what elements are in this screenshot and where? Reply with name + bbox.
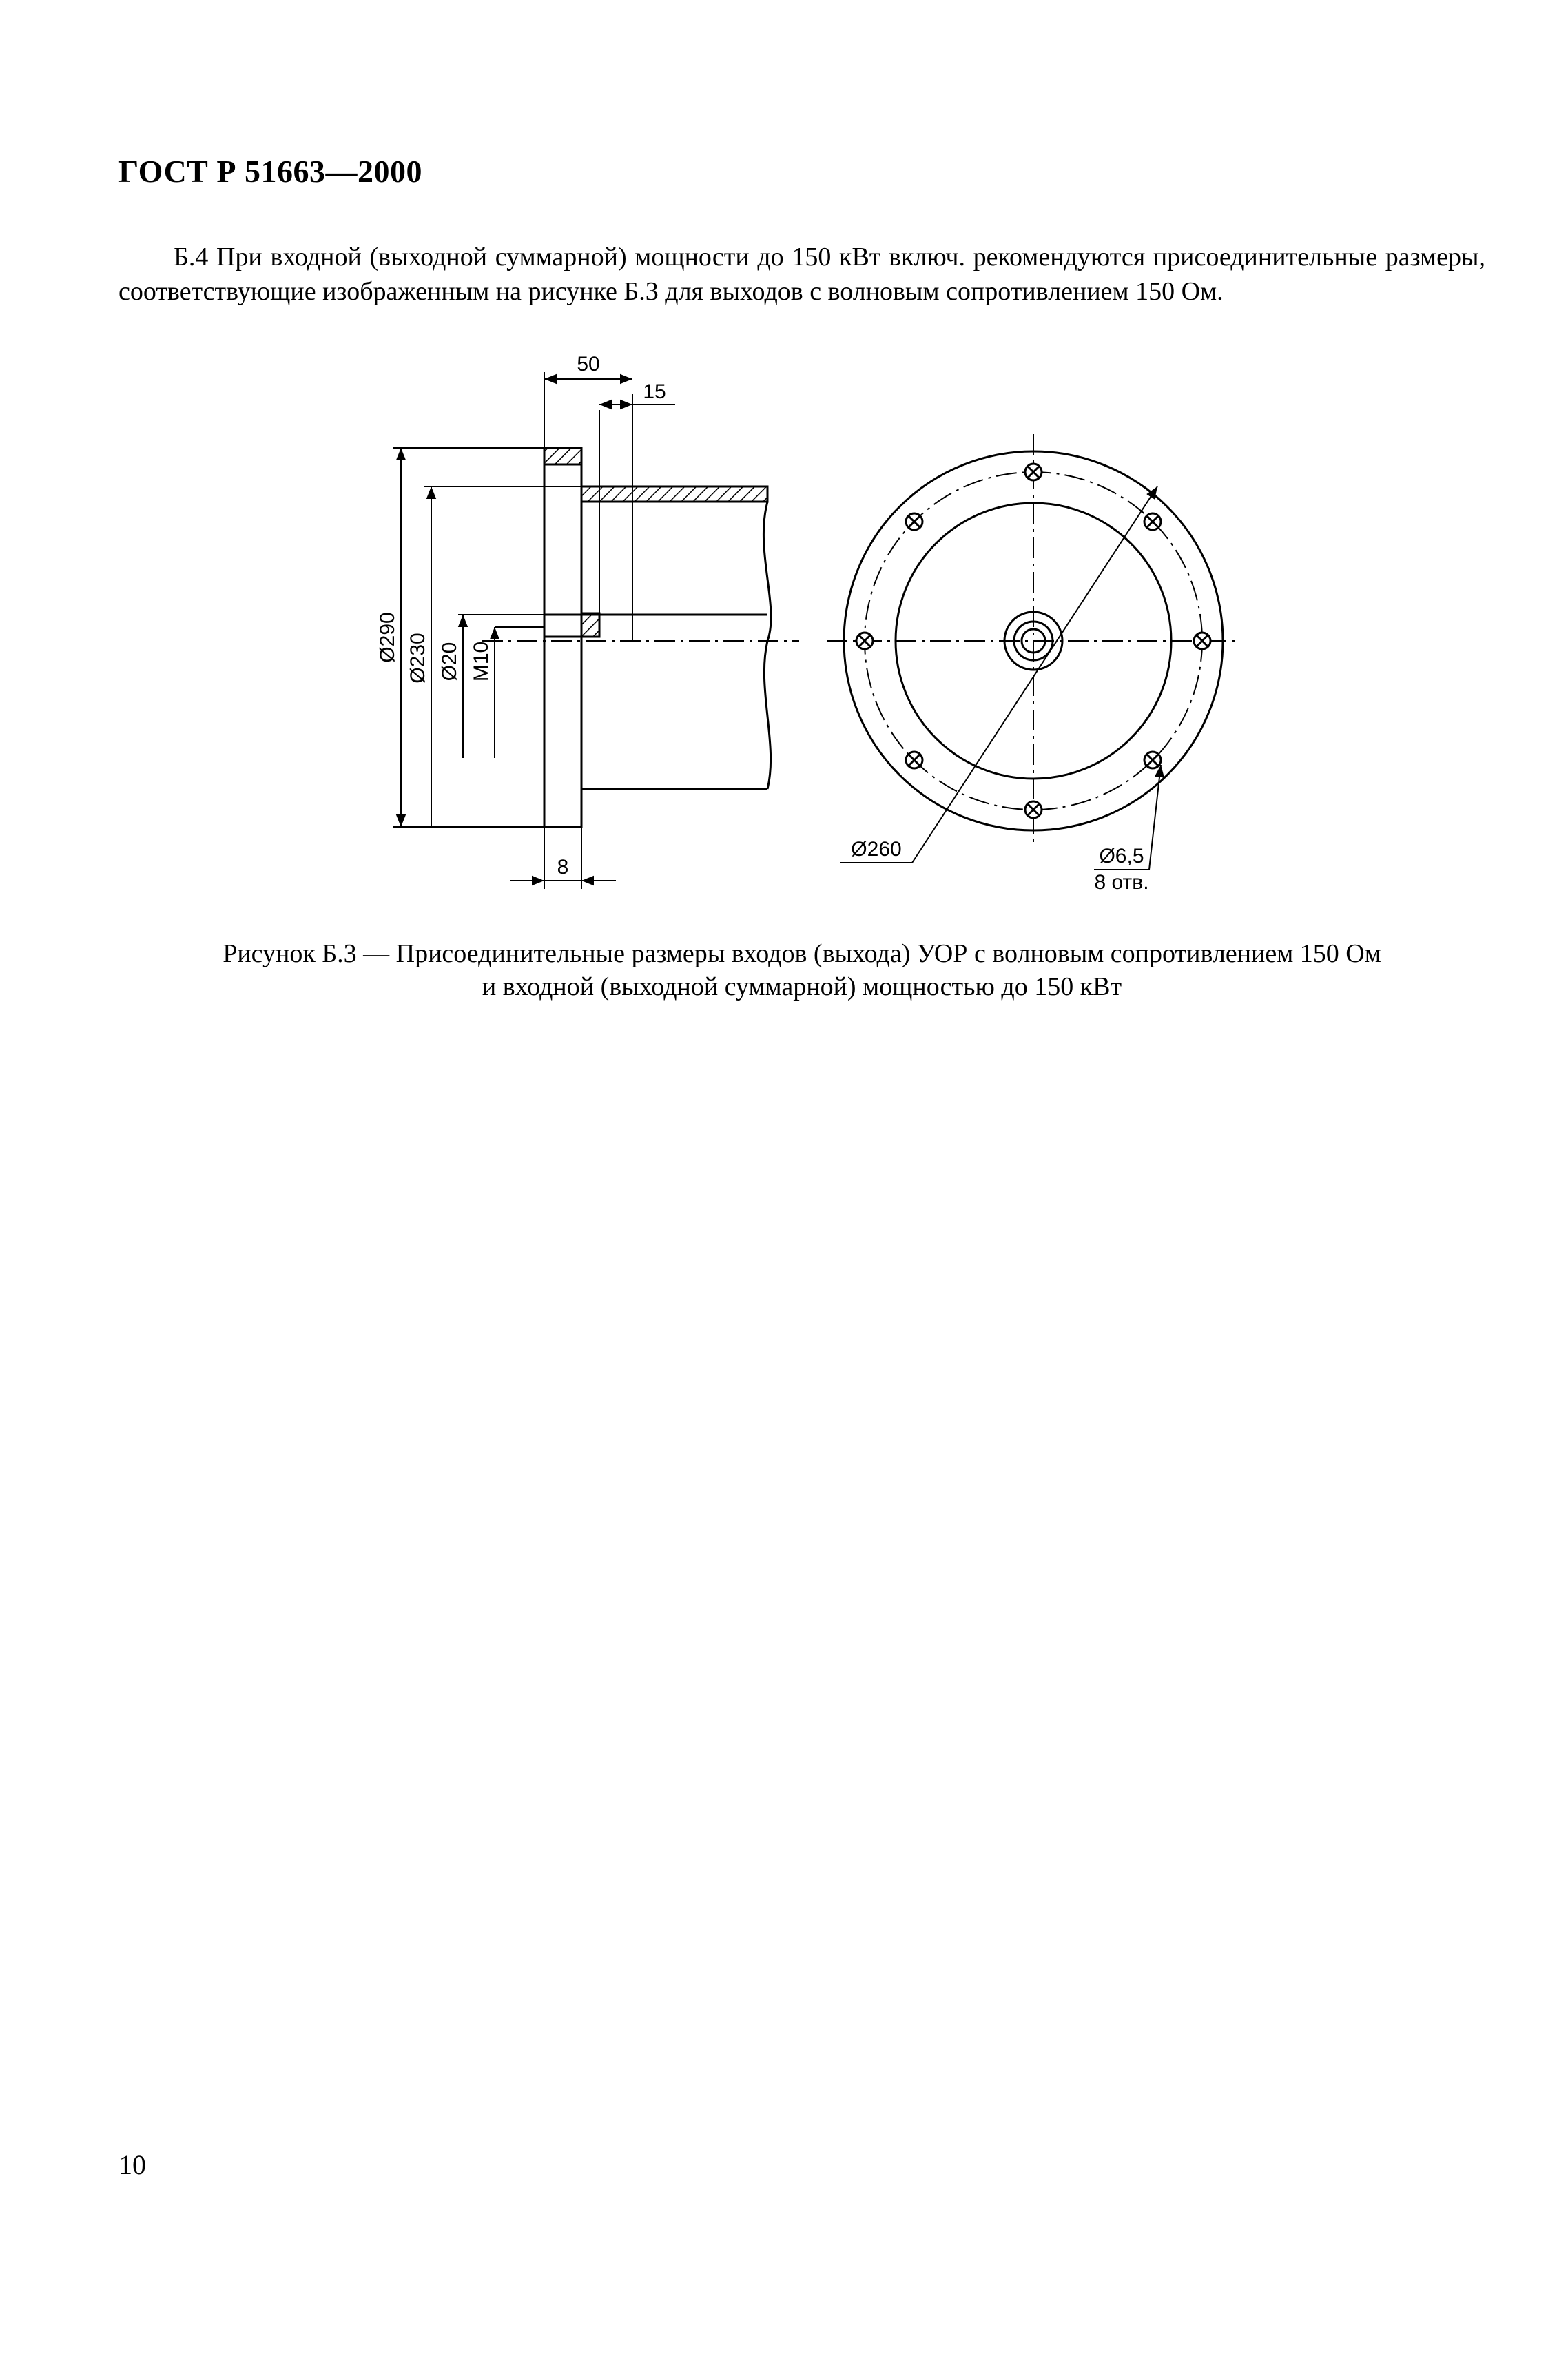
caption-line-1: Рисунок Б.3 — Присоединительные размеры входов (выхода) УОР с волновым сопротивлением 150 Ом bbox=[223, 939, 1381, 968]
side-view bbox=[393, 372, 799, 889]
outer-tube-wall bbox=[581, 486, 767, 502]
bolt-hole bbox=[906, 513, 922, 530]
bolt-hole bbox=[1194, 633, 1210, 649]
figure-caption bbox=[118, 937, 1485, 1003]
page-number: 10 bbox=[118, 2149, 146, 2180]
dim-15-label: 15 bbox=[643, 380, 666, 403]
dim-260-label: Ø260 bbox=[851, 838, 902, 861]
caption-line-2: и входной (выходной суммарной) мощностью до 150 кВт bbox=[482, 972, 1122, 1001]
bolt-hole bbox=[1144, 513, 1161, 530]
bolt-hole bbox=[1025, 464, 1042, 480]
dim-m10-label: M10 bbox=[470, 641, 493, 682]
dim-50-label: 50 bbox=[577, 353, 600, 376]
paragraph-b4 bbox=[118, 240, 1485, 309]
flange-hatch bbox=[544, 448, 581, 464]
dim-20-label: Ø20 bbox=[438, 642, 461, 682]
standard-header: ГОСТ Р 51663—2000 bbox=[118, 154, 422, 189]
bolt-hole bbox=[1025, 801, 1042, 818]
dim-290-label: Ø290 bbox=[376, 612, 399, 663]
technical-drawing bbox=[358, 345, 1295, 896]
inner-connector-hatch bbox=[581, 613, 599, 637]
figure-b3 bbox=[358, 345, 1295, 896]
bolt-hole bbox=[906, 752, 922, 768]
bolt-hole bbox=[1144, 752, 1161, 768]
paragraph-text: Б.4 При входной (выходной суммарной) мощности до 150 кВт включ. рекомендуются присоединительные размеры, соответствующие изображенным на рисунке Б.3 для выходов с волновым сопротивлением 150 Ом. bbox=[118, 243, 1485, 306]
break-line bbox=[763, 502, 771, 789]
bolt-hole bbox=[856, 633, 873, 649]
hole-diameter-label: Ø6,5 bbox=[1099, 845, 1144, 868]
hole-count-label: 8 отв. bbox=[1094, 871, 1149, 894]
hole-dim-leader bbox=[1149, 765, 1161, 870]
dim-8-label: 8 bbox=[557, 856, 569, 879]
dim-230-label: Ø230 bbox=[406, 633, 429, 684]
